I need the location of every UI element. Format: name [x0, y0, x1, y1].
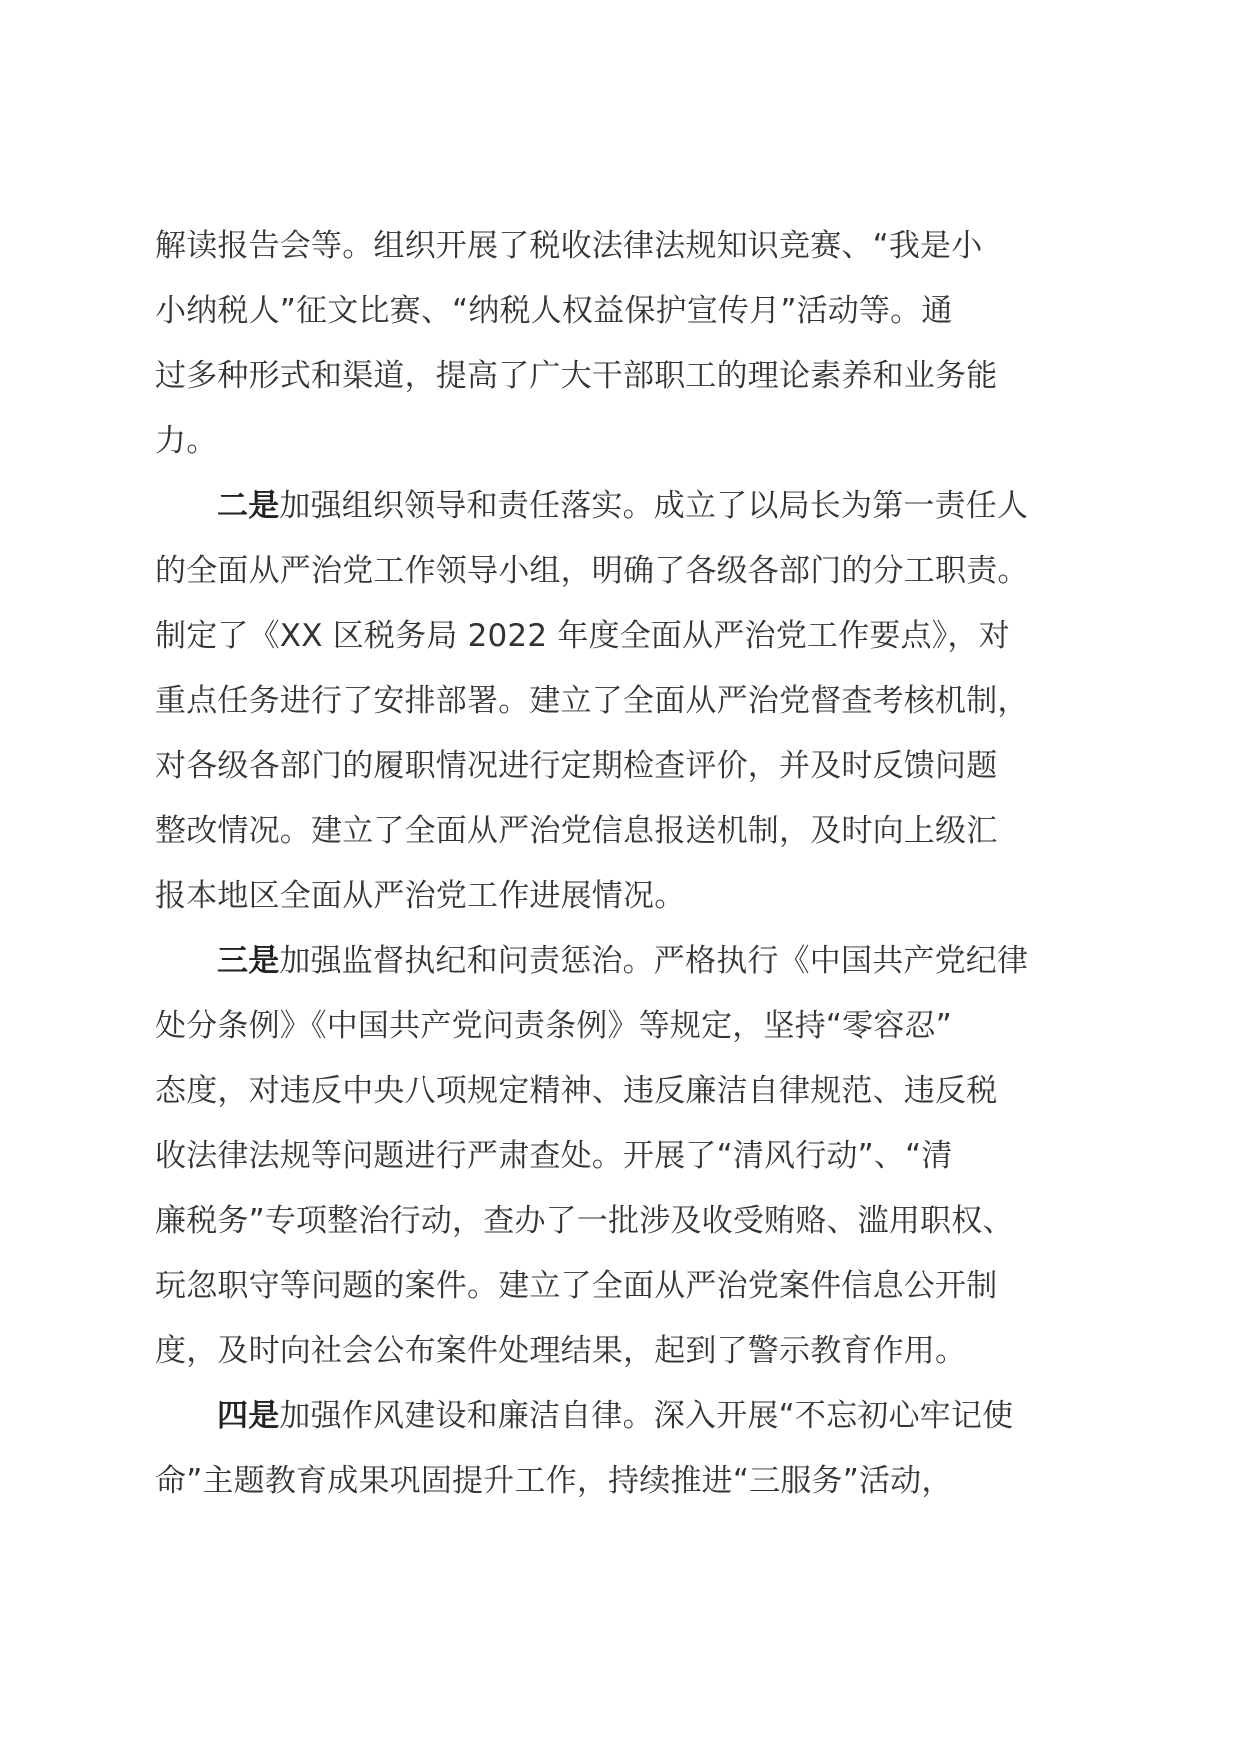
paragraph-line: 处分条例》《中国共产党问责条例》等规定，坚持“零容忍”: [155, 1008, 953, 1044]
paragraph-line-text: 加强监督执纪和问责惩治。严格执行《中国共产党纪律: [279, 943, 1029, 979]
paragraph-line-text: 加强组织领导和责任落实。成立了以局长为第一责任人: [279, 488, 1029, 524]
paragraph-line: 收法律法规等问题进行严肃查处。开展了“清风行动”、“清: [155, 1138, 953, 1174]
paragraph-line: 廉税务”专项整治行动，查办了一批涉及收受贿赂、滥用职权、: [155, 1203, 1014, 1239]
paragraph-line: 态度，对违反中央八项规定精神、违反廉洁自律规范、违反税: [155, 1073, 998, 1109]
paragraph-line: [155, 1384, 1095, 1449]
paragraph-line: 对各级各部门的履职情况进行定期检查评价，并及时反馈问题: [155, 748, 998, 784]
paragraph-lead: 三是: [217, 943, 280, 979]
paragraph-lead: 四是: [217, 1398, 280, 1434]
paragraph-line: 小纳税人”征文比赛、“纳税人权益保护宣传月”活动等。通: [155, 293, 953, 329]
paragraph-line: 过多种形式和渠道，提高了广大干部职工的理论素养和业务能: [155, 358, 998, 394]
paragraph-1: [155, 214, 1095, 474]
paragraph-2: [155, 474, 1095, 929]
paragraph-3: [155, 929, 1095, 1384]
paragraph-lead: 二是: [217, 488, 280, 524]
paragraph-line: 力。: [155, 423, 218, 459]
paragraph-line: 整改情况。建立了全面从严治党信息报送机制，及时向上级汇: [155, 813, 998, 849]
paragraph-4: [155, 1384, 1095, 1514]
paragraph-line: 报本地区全面从严治党工作进展情况。: [155, 878, 686, 914]
paragraph-line: 解读报告会等。组织开展了税收法律法规知识竞赛、“我是小: [155, 228, 983, 264]
paragraph-line: 玩忽职守等问题的案件。建立了全面从严治党案件信息公开制: [155, 1268, 998, 1304]
paragraph-line: 命”主题教育成果巩固提升工作，持续推进“三服务”活动，: [155, 1463, 953, 1499]
paragraph-line: 的全面从严治党工作领导小组，明确了各级各部门的分工职责。: [155, 553, 1029, 589]
document-body: [155, 214, 1095, 1514]
paragraph-line-text: 加强作风建设和廉洁自律。深入开展“不忘初心牢记使: [279, 1398, 1014, 1434]
paragraph-line: 制定了《XX 区税务局 2022 年度全面从严治党工作要点》，对: [155, 618, 1010, 654]
paragraph-line: 度，及时向社会公布案件处理结果，起到了警示教育作用。: [155, 1333, 967, 1369]
paragraph-line: [155, 474, 1095, 539]
paragraph-line: [155, 929, 1095, 994]
paragraph-line: 重点任务进行了安排部署。建立了全面从严治党督查考核机制，: [155, 683, 1029, 719]
